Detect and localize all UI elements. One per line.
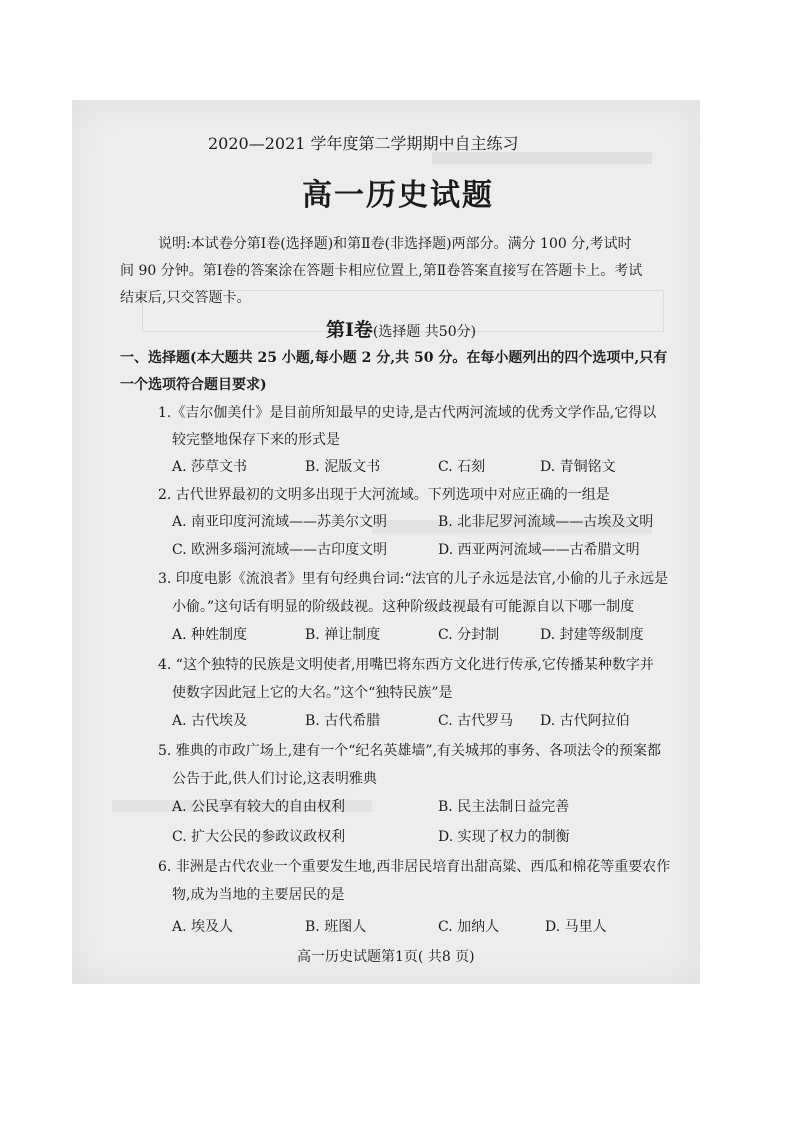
q4-option-c: C. 古代罗马 — [438, 713, 514, 729]
question-5-stem-cont: 公告于此,供人们讨论,这表明雅典 — [172, 771, 377, 787]
q1-option-b: B. 泥版文书 — [305, 459, 381, 475]
q3-option-b: B. 禅让制度 — [305, 627, 381, 643]
section-heading — [326, 315, 476, 342]
question-4-stem-cont: 使数字因此冠上它的大名。”这个“独特民族”是 — [172, 685, 453, 701]
q3-option-c: C. 分封制 — [438, 627, 500, 643]
q3-option-a: A. 种姓制度 — [172, 627, 248, 643]
question-3-stem-cont: 小偷。”这句话有明显的阶级歧视。这种阶级歧视最有可能源自以下哪一制度 — [172, 599, 635, 615]
part-intro-line-1: 一、选择题(本大题共 25 小题,每小题 2 分,共 50 分。在每小题列出的四个选项中,只有 — [120, 350, 668, 366]
q4-option-a: A. 古代埃及 — [172, 713, 248, 729]
question-5-stem: 5. 雅典的市政广场上,建有一个“纪名英雄墙”,有关城邦的事务、各项法令的预案都 — [158, 743, 662, 759]
page-footer: 高一历史试题第1页( 共8 页) — [297, 949, 475, 965]
exam-title: 2020—2021 学年度第二学期期中自主练习 — [208, 134, 519, 153]
instruction-line-3: 结束后,只交答题卡。 — [120, 290, 251, 306]
subject-title: 高一历史试题 — [302, 178, 494, 213]
q2-option-a: A. 南亚印度河流域——苏美尔文明 — [172, 514, 388, 530]
q1-option-c: C. 石刻 — [438, 459, 486, 475]
q6-option-b: B. 班图人 — [305, 919, 367, 935]
part-intro-line-2: 一个选项符合题目要求) — [120, 377, 267, 393]
question-6-stem-cont: 物,成为当地的主要居民的是 — [172, 887, 345, 903]
question-6-stem: 6. 非洲是古代农业一个重要发生地,西非居民培育出甜高粱、西瓜和棉花等重要农作 — [158, 859, 671, 875]
instruction-line-2: 间 90 分钟。第Ⅰ卷的答案涂在答题卡相应位置上,第Ⅱ卷答案直接写在答题卡上。考试 — [120, 263, 643, 279]
q4-option-d: D. 古代阿拉伯 — [540, 713, 630, 729]
instruction-line-1: 说明:本试卷分第Ⅰ卷(选择题)和第Ⅱ卷(非选择题)两部分。满分 100 分,考试时 — [158, 236, 632, 252]
q5-option-c: C. 扩大公民的参政议政权利 — [172, 829, 346, 845]
q1-option-a: A. 莎草文书 — [172, 459, 248, 475]
q6-option-a: A. 埃及人 — [172, 919, 234, 935]
q5-option-d: D. 实现了权力的制衡 — [438, 829, 570, 845]
q3-option-d: D. 封建等级制度 — [540, 627, 644, 643]
question-1-stem-cont: 较完整地保存下来的形式是 — [172, 432, 340, 448]
q4-option-b: B. 古代希腊 — [305, 713, 381, 729]
q6-option-c: C. 加纳人 — [438, 919, 500, 935]
q2-option-d: D. 西亚两河流域——古希腊文明 — [438, 542, 640, 558]
q1-option-d: D. 青铜铭文 — [540, 459, 616, 475]
q5-option-a: A. 公民享有较大的自由权利 — [172, 799, 346, 815]
q2-option-b: B. 北非尼罗河流域——古埃及文明 — [438, 514, 654, 530]
section-title: 第Ⅰ卷 — [326, 319, 373, 341]
question-1-stem: 1.《吉尔伽美什》是目前所知最早的史诗,是古代两河流域的优秀文学作品,它得以 — [158, 405, 657, 421]
section-subtitle: (选择题 共50分) — [372, 324, 477, 340]
question-2-stem: 2. 古代世界最初的文明多出现于大河流域。下列选项中对应正确的一组是 — [158, 487, 610, 503]
question-3-stem: 3. 印度电影《流浪者》里有句经典台词:“法官的儿子永远是法官,小偷的儿子永远是 — [158, 571, 669, 587]
q6-option-d: D. 马里人 — [545, 919, 607, 935]
question-4-stem: 4. “这个独特的民族是文明使者,用嘴巴将东西方文化进行传承,它传播某种数字并 — [158, 657, 654, 673]
q2-option-c: C. 欧洲多瑙河流域——古印度文明 — [172, 542, 388, 558]
q5-option-b: B. 民主法制日益完善 — [438, 799, 570, 815]
